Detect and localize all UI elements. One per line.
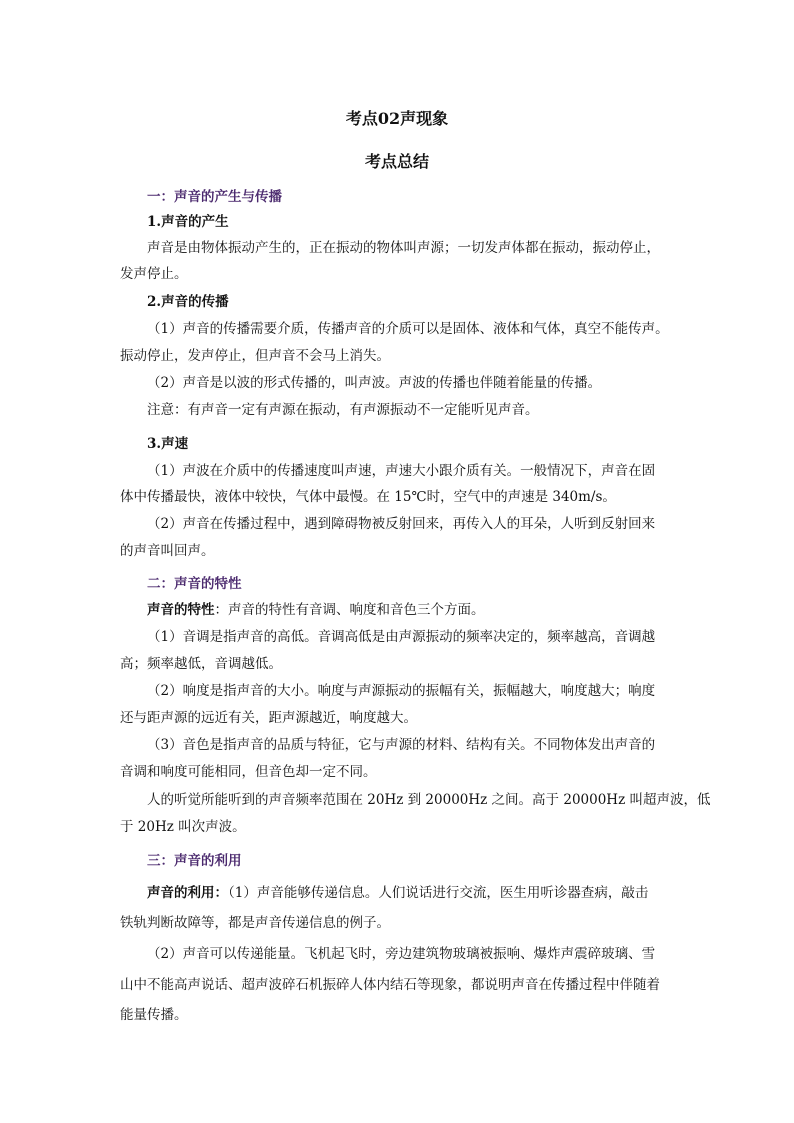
lead-bold: 声音的特性 (147, 602, 215, 618)
section-heading-1: 一：声音的产生与传播 (147, 189, 282, 205)
paragraph-line: （1）声音的传播需要介质，传播声音的介质可以是固体、液体和气体，真空不能传声。 (147, 321, 669, 337)
paragraph-line: （3）音色是指声音的品质与特征，它与声源的材料、结构有关。不同物体发出声音的 (147, 737, 656, 753)
page-subtitle: 考点总结 (364, 152, 429, 171)
paragraph-line: （1）声波在介质中的传播速度叫声速，声速大小跟介质有关。一般情况下，声音在固 (147, 463, 656, 479)
paragraph-line: （2）声音可以传递能量。飞机起飞时，旁边建筑物玻璃被振响、爆炸声震碎玻璃、雪 (147, 946, 656, 962)
paragraph-line: 注意：有声音一定有声源在振动，有声源振动不一定能听见声音。 (147, 402, 539, 418)
paragraph-line: 于 20Hz 叫次声波。 (120, 819, 246, 835)
paragraph-line: （2）声音是以波的形式传播的，叫声波。声波的传播也伴随着能量的传播。 (147, 375, 602, 391)
page-title: 考点02声现象 (345, 109, 449, 128)
paragraph-line: （2）响度是指声音的大小。响度与声源振动的振幅有关，振幅越大，响度越大；响度 (147, 683, 656, 699)
paragraph-line (147, 600, 707, 620)
paragraph-line: 发声停止。 (120, 266, 188, 282)
subheading-sound-speed: 3.声速 (147, 436, 189, 452)
subheading-sound-production: 1.声音的产生 (147, 214, 229, 230)
paragraph-line: 山中不能高声说话、超声波碎石机振碎人体内结石等现象，都说明声音在传播过程中伴随着 (120, 977, 660, 993)
section-heading-2: 二：声音的特性 (147, 576, 242, 592)
paragraph-line: （2）声音在传播过程中，遇到障碍物被反射回来，再传入人的耳朵，人听到反射回来 (147, 516, 656, 532)
paragraph-line: 声音是由物体振动产生的，正在振动的物体叫声源；一切发声体都在振动，振动停止， (147, 240, 660, 256)
paragraph-line: 能量传播。 (120, 1007, 188, 1023)
paragraph-line: 还与距声源的远近有关，距声源越近，响度越大。 (120, 710, 417, 726)
lead-text: ：声音的特性有音调、响度和音色三个方面。 (214, 602, 485, 618)
paragraph-line (147, 883, 707, 903)
paragraph-line: 的声音叫回声。 (120, 543, 215, 559)
paragraph-line: 振动停止，发声停止，但声音不会马上消失。 (120, 348, 390, 364)
paragraph-line: 铁轨判断故障等，都是声音传递信息的例子。 (120, 915, 390, 931)
section-heading-3: 三：声音的利用 (147, 853, 242, 869)
subheading-sound-propagation: 2.声音的传播 (147, 294, 229, 310)
paragraph-line: 体中传播最快，液体中较快，气体中最慢。在 15℃时，空气中的声速是 340m/s。 (120, 489, 616, 505)
paragraph-line: 人的听觉所能听到的声音频率范围在 20Hz 到 20000Hz 之间。高于 20000Hz 叫超声波，低 (147, 792, 711, 808)
paragraph-line: 高；频率越低，音调越低。 (120, 656, 282, 672)
lead-bold: 声音的利用： (147, 885, 228, 901)
paragraph-line: 音调和响度可能相同，但音色却一定不同。 (120, 764, 377, 780)
lead-text: （1）声音能够传递信息。人们说话进行交流，医生用听诊器查病，敲击 (228, 885, 649, 901)
paragraph-line: （1）音调是指声音的高低。音调高低是由声源振动的频率决定的，频率越高，音调越 (147, 629, 656, 645)
